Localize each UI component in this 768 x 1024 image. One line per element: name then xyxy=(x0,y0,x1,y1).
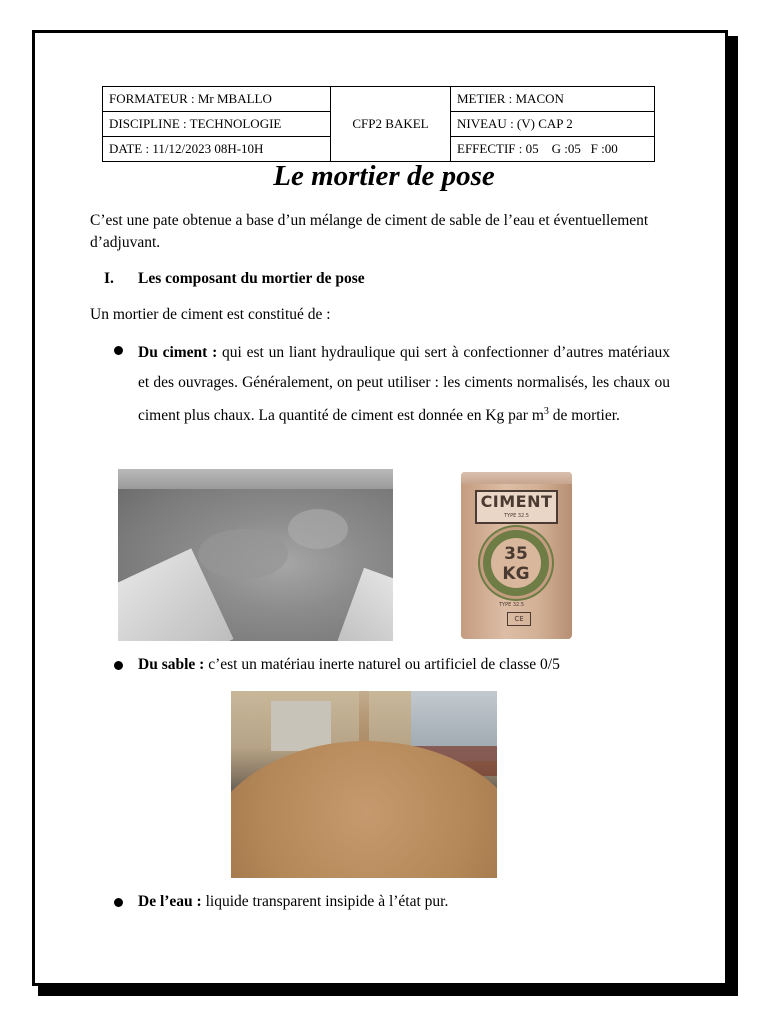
eau-label: De l’eau : xyxy=(138,893,202,910)
bullet-icon xyxy=(114,346,123,355)
bag-weight-inner xyxy=(491,538,541,588)
ciment-text: qui est un liant hydraulique qui sert à confectionner d’autres matériaux et des ouvrages. Généralement, on peut utiliser : les ciments normalisés, les chaux ou ciment plus chaux. La quantité de ciment est donnée en Kg par m xyxy=(138,344,670,425)
sable-text: c’est un matériau inerte naturel ou artificiel de classe 0/5 xyxy=(204,656,560,673)
ciment-label: Du ciment : xyxy=(138,344,218,361)
bag-type-small: TYPE 32.5 xyxy=(499,602,525,608)
section-title: Les composant du mortier de pose xyxy=(138,270,365,287)
ce-mark: CE xyxy=(507,612,531,626)
metier-cell: METIER : MACON xyxy=(451,87,655,112)
eau-item xyxy=(138,891,448,913)
formateur-cell: FORMATEUR : Mr MBALLO xyxy=(103,87,331,112)
bullet-icon xyxy=(114,898,123,907)
eau-text: liquide transparent insipide à l’état pur. xyxy=(201,893,449,910)
sand-pile-image xyxy=(231,691,497,878)
bag-weight-badge xyxy=(483,530,549,596)
date-cell: DATE : 11/12/2023 08H-10H xyxy=(103,137,331,162)
lead-paragraph: Un mortier de ciment est constitué de : xyxy=(90,306,331,323)
header-row xyxy=(103,87,655,112)
bag-edge xyxy=(118,469,393,489)
bag-seam xyxy=(461,472,572,484)
bag-brand-text: CIMENT xyxy=(480,492,553,511)
sable-label: Du sable : xyxy=(138,656,205,673)
bag-brand-label xyxy=(475,490,558,524)
intro-paragraph: C’est une pate obtenue a base d’un mélange de ciment de sable de l’eau et éventuellement d’adjuvant. xyxy=(90,212,649,251)
ciment-superscript: 3 xyxy=(543,406,549,417)
center-cell: CFP2 BAKEL xyxy=(331,87,451,162)
sand-heap xyxy=(231,741,497,878)
bag-weight-unit: KG xyxy=(502,564,530,584)
bag-weight-number: 35 xyxy=(504,544,528,564)
header-table xyxy=(102,86,655,162)
page-title: Le mortier de pose xyxy=(273,160,495,192)
discipline-cell: DISCIPLINE : TECHNOLOGIE xyxy=(103,112,331,137)
section-number: I. xyxy=(104,270,114,287)
cement-pile-image xyxy=(118,469,393,641)
bag-type-text: TYPE 32.5 xyxy=(503,513,529,519)
bag-edge xyxy=(337,568,393,641)
niveau-cell: NIVEAU : (V) CAP 2 xyxy=(451,112,655,137)
sable-item xyxy=(138,654,560,676)
bullet-icon xyxy=(114,661,123,670)
background-building xyxy=(271,701,331,751)
cement-texture xyxy=(288,509,348,549)
ciment-text-end: de mortier. xyxy=(548,407,620,425)
cement-texture xyxy=(198,529,288,579)
effectif-cell: EFFECTIF : 05 G :05 F :00 xyxy=(451,137,655,162)
cement-bag-image xyxy=(461,472,572,639)
ciment-item xyxy=(138,338,670,431)
